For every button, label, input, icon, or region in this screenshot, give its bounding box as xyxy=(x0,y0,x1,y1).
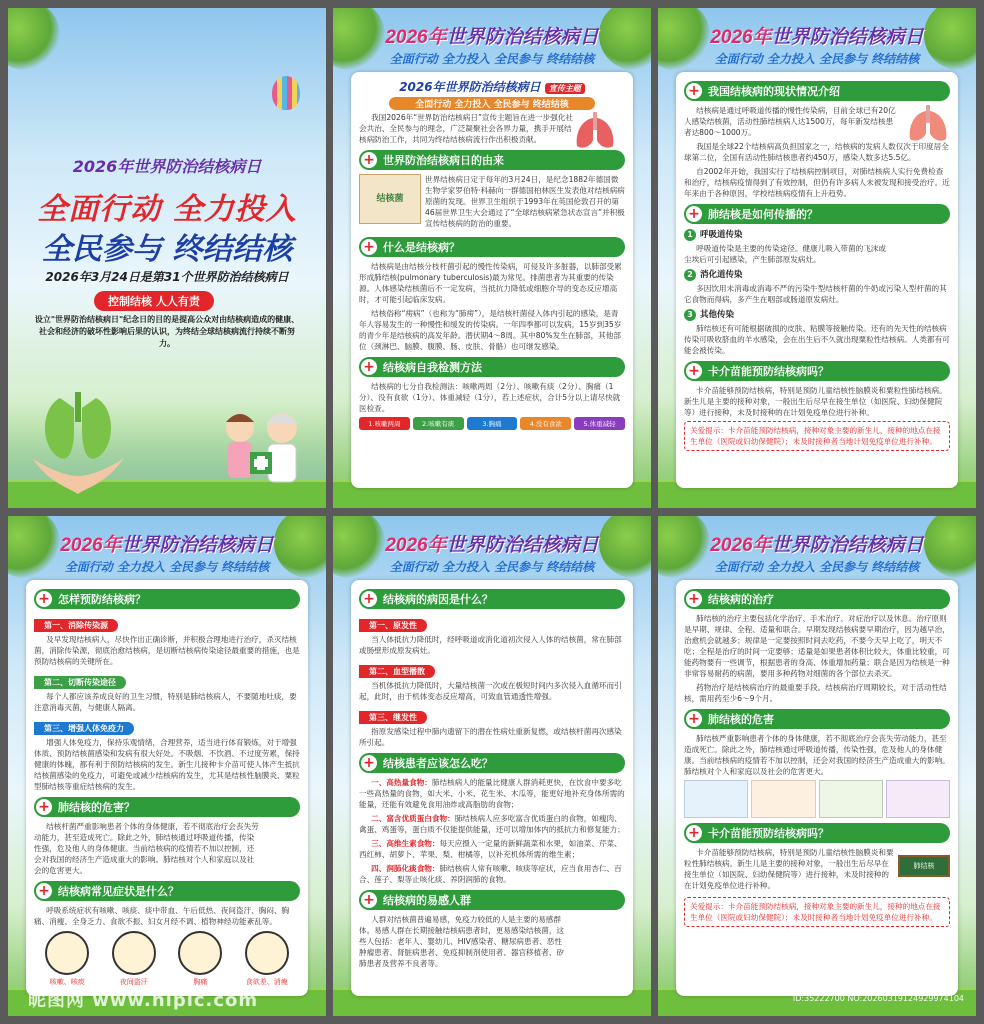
poster-title: 2026年世界防治结核病日 xyxy=(385,535,599,556)
route-title: 3 其他传染 xyxy=(684,308,950,321)
content-card xyxy=(676,72,958,488)
poster-slogan: 全面行动 全力投入 全民参与 终结结核 xyxy=(64,560,270,574)
status-text-3: 自2002年开始，我国实行了结核病控制项目，对肺结核病人实行免费检查和治疗，结核病疫情得到了有效控制，但仍有许多病人未被发现和接受治疗。近年来由于各种原因，学校结核病疫情有上升趋势。 xyxy=(684,167,950,198)
red-cross-icon: + xyxy=(36,883,52,899)
self-check-text: 结核病的七分自我检测法：咳嗽两周（2分）、咳嗽有痰（2分）、胸痛（1分）、没有食欲（1分）、体重减轻（1分），若上述症状，合计5分以上请尽快就医检查。 xyxy=(359,382,621,413)
symptom-chip: 3.胸痛 xyxy=(467,417,518,430)
cause-label: 第一、原发性 xyxy=(359,619,427,632)
poster-causes xyxy=(333,516,651,1016)
poster-cover xyxy=(8,8,326,508)
section-header: + 结核病的病因是什么？ xyxy=(359,589,625,609)
bcg-text: 卡介苗能够预防结核病，特别是预防儿童结核性脑膜炎和粟粒性肺结核病。新生儿是主要的接种对象，一般出生后尽早在接生单位（如医院、妇幼保健院等）进行接种，未及时接种的在计划免疫单位进行补种。 xyxy=(684,848,894,890)
section-header: + 怎样预防结核病？ xyxy=(34,589,300,609)
red-cross-icon: + xyxy=(686,83,702,99)
lungs-icon xyxy=(906,105,950,145)
route-title: 2 消化道传染 xyxy=(684,268,950,281)
care-tip: 关爱提示：卡介苗能预防结核病，接种对象主要的新生儿，接种的地点在接生单位（医院或妇幼保健院）；未及时接种者当地计划免疫单位进行补种。 xyxy=(684,897,950,927)
cover-intro: 设立"世界防治结核病日"纪念日的目的是提高公众对由结核病造成的健康、社会和经济的破坏性影响后果的认识，为终结全球结核病流行持续不断努力。 xyxy=(34,315,300,348)
bcg-text: 卡介苗能够预防结核病，特别是预防儿童结核性脑膜炎和粟粒性肺结核病。新生儿是主要的接种对象，一般出生后尽早在接生单位（如医院、妇幼保健院等）进行接种，未及时接种的在计划免疫单位进行补种。 xyxy=(684,386,947,417)
red-cross-icon: + xyxy=(361,239,377,255)
symptom-chip: 4.没有食欲 xyxy=(520,417,571,430)
step-label: 第三、增强人体免疫力 xyxy=(34,722,134,735)
section-header: + 结核病自我检测方法 xyxy=(359,357,625,377)
cough-icon: 咳嗽、咳痰 xyxy=(41,931,93,987)
status-text-2: 我国是全球22个结核病高负担国家之一，结核病的发病人数仅次于印度居全球第二位，全国有活动性肺结核患者约450万，感染人数多达5.5亿。 xyxy=(684,142,949,162)
red-cross-icon: + xyxy=(686,363,702,379)
section-header: + 肺结核是如何传播的？ xyxy=(684,204,950,224)
symptom-chip: 2.咳嗽有痰 xyxy=(413,417,464,430)
section-header: + 什么是结核病？ xyxy=(359,237,625,257)
poster-title: 2026年世界防治结核病日 xyxy=(385,27,599,48)
doctor-nurse-cartoon-icon xyxy=(214,398,314,498)
diet-item: 二、富含优质蛋白食物：肺结核病人应多吃富含优质蛋白的食物，如瘦肉、禽蛋、鸡蛋等，蛋白质不仅能提供能量，还可以增加体内的抵抗力和修复能力； xyxy=(359,814,625,834)
doctor-board-icon: 肺结核 xyxy=(898,847,950,894)
cause-label: 第三、继发性 xyxy=(359,711,427,724)
section-header: + 结核病的治疗 xyxy=(684,589,950,609)
illustration-icon xyxy=(886,780,950,818)
origin-text: 世界结核病日定于每年的3月24日，是纪念1882年德国微生物学家罗伯特·科赫向一群德国柏林医生发表他对结核病病原菌的发现。世界卫生组织于1993年在英国伦敦召开的第46届世界卫生大会通过了“全球结核病紧急状态宣言”并积极宣传结核病的防治的重要。 xyxy=(425,175,625,228)
book-illustration: 结核菌 xyxy=(359,174,421,224)
step-text: 每个人都应该养成良好的卫生习惯，特别是肺结核病人，不要随地吐痰，要注意消毒灭菌，与健康人隔离。 xyxy=(34,692,297,712)
red-cross-icon: + xyxy=(686,711,702,727)
red-cross-icon: + xyxy=(361,892,377,908)
poster-treatment xyxy=(658,516,976,1016)
content-card xyxy=(351,72,633,488)
cover-badge: 控制结核 人人有责 xyxy=(94,291,214,311)
poor-appetite-icon: 食欲差、消瘦 xyxy=(241,931,293,987)
diet-item: 一、高热量食物：肺结核病人的能量比健康人群消耗更快，在饮食中要多吃一些高热量的食物，如大米、小米、花生米、木瓜等，能更好地补充身体所需的能量，还能有效避免食用油炸或高脂肪的食物； xyxy=(359,778,625,809)
poster-intro xyxy=(333,8,651,508)
symptom-chip: 5.体重减轻 xyxy=(574,417,625,430)
poster-prevention xyxy=(8,516,326,1016)
illustration-icon xyxy=(684,780,748,818)
poster-title: 2026年世界防治结核病日 xyxy=(710,27,924,48)
red-cross-icon: + xyxy=(686,206,702,222)
watermark: 昵图网 www.nipic.com xyxy=(28,990,259,1011)
harm-text: 结核杆菌严重影响患者个体的身体健康，若不彻底治疗会丧失劳动能力，甚至造成死亡。除此之外，肺结核通过呼吸道传播，传染性强，危及他人的身体健康。当前结核病的疫情若不加以控制，还会对我国的经济生产造成重大的影响。肺结核对个人和家庭以及社会的危害更大。 xyxy=(34,822,259,875)
poster-slogan: 全面行动 全力投入 全民参与 终结结核 xyxy=(714,560,920,574)
red-cross-icon: + xyxy=(686,591,702,607)
lungs-icon xyxy=(573,112,617,152)
step-text: 及早发现结核病人，尽快作出正确诊断，并积极合理地进行治疗，杀灭结核菌，消除传染源，彻底治愈结核病，是切断结核病传染途径最重要的措施，也是预防结核病的关键所在。 xyxy=(34,635,300,666)
symptom-chips xyxy=(359,417,625,430)
section-header: + 肺结核的危害 xyxy=(684,709,950,729)
cover-line-1: 全面行动 全力投入 xyxy=(37,192,297,227)
route-title: 1 呼吸道传染 xyxy=(684,228,950,241)
red-cross-icon: + xyxy=(361,755,377,771)
content-card xyxy=(351,580,633,996)
section-header: + 结核患者应该怎么吃？ xyxy=(359,753,625,773)
inner-title: 2026年世界防治结核病日 宣传主题 xyxy=(359,78,625,95)
cause-label: 第二、血型播散 xyxy=(359,665,435,678)
poster-slogan: 全面行动 全力投入 全民参与 终结结核 xyxy=(389,52,595,66)
treatment-text: 药物治疗是结核病治疗的最重要手段。结核病治疗周期较长，对于活动性结核，需用药至少6～9个月。 xyxy=(684,683,947,703)
status-text-1: 结核病是通过呼吸道传播的慢性传染病，目前全球已有20亿人感染结核菌，活动性肺结核病人达1500万，每年新发结核患者达800～1000万。 xyxy=(684,106,896,137)
route-text: 肺结核还有可能根据破损的皮肤、粘膜等接触传染。还有的先天性的结核病传染可吸收脐血的羊水感染，会在出生后不久就出现粟粒性结核病。人类都有可能会被传染。 xyxy=(684,324,950,355)
poster-status xyxy=(658,8,976,508)
red-cross-icon: + xyxy=(361,359,377,375)
definition-text-2: 结核俗称“痨病”（也称为“肺痨”），是结核杆菌侵入体内引起的感染，是青年人容易发生的一种慢性和缓发的传染病。一年四季都可以发病，15岁到35岁的青少年是结核病的高发年龄。潜伏期4～8周。其中80%发生在肺部，其他部位（颈淋巴、脑膜、腹膜、肠、皮肤、骨骼）也可继发感染。 xyxy=(359,309,622,351)
inner-slogan: 全面行动 全力投入 全民参与 终结结核 xyxy=(389,97,595,110)
section-header: + 卡介苗能预防结核病吗？ xyxy=(684,361,950,381)
definition-text-1: 结核病是由结核分枝杆菌引起的慢性传染病，可侵及许多脏器，以肺部受累形成肺结核(pulmonary tuberculosis)最为常见。排菌患者为其重要的传染源。人体感染结核菌后不一定发病，当抵抗力降低或细胞介导的变态反应增高时，才可能引起临床发病。 xyxy=(359,262,622,304)
poster-slogan: 全面行动 全力投入 全民参与 终结结核 xyxy=(714,52,920,66)
care-tip: 关爱提示：卡介苗能预防结核病，接种对象主要的新生儿，接种的地点在接生单位（医院或妇幼保健院）；未及时接种者当地计划免疫单位进行补种。 xyxy=(684,421,950,451)
illustration-icon xyxy=(751,780,815,818)
step-text: 增强人体免疫力，保持乐观情绪，合理营养，适当进行体育锻炼，对于增强体质、预防结核菌感染和发病有很大好处。不吸烟、不饮酒、不过度劳累，保持健康的体魄，都有利于预防结核病的发生。新生儿接种卡介苗可使人体产生抵抗结核菌感染的免疫力，可避免或减少结核病的发生，尤其是结核性脑膜炎、粟粒型肺结核等重症结核病的发生。 xyxy=(34,738,300,791)
cover-line-2: 全民参与 终结结核 xyxy=(41,232,293,267)
step-label: 第一、消除传染源 xyxy=(34,619,118,632)
content-card xyxy=(676,580,958,996)
step-label: 第二、切断传染途径 xyxy=(34,676,126,689)
hot-air-balloon-icon xyxy=(272,76,300,110)
chest-pain-icon: 胸痛 xyxy=(174,931,226,987)
red-cross-icon: + xyxy=(686,825,702,841)
cause-text: 当机体抵抗力降低时，大量结核菌一次或在极短时间内多次侵入血循环而引起，此时，由于机体变态反应增高，可致血管通透性增强。 xyxy=(359,681,622,701)
leaves-decoration xyxy=(8,8,60,70)
treatment-text: 肺结核的治疗主要包括化学治疗、手术治疗、对症治疗以及休息。治疗原则是早期、规律、全程、适量和联合。早期发现结核病要早期治疗，因为越早治，治愈机会就越多；规律是一定要按照时间去吃药，不要今天早上吃了，明天不吃；全程是治疗的时间一定要够；适量是如果患者体积比较大，体重比较重，可能药物要有一些调节，根据患者的身高、体重增加药量；联合是因为结核是一种非常容易耐药的病菌，要用多种药物对细菌的各个部位去杀灭。 xyxy=(684,614,950,678)
red-cross-icon: + xyxy=(361,591,377,607)
intro-text: 我国2026年“世界防治结核病日”宣传主题旨在进一步强化社会共治、全民参与的理念，广泛凝聚社会各界力量，携手开展结核病防治工作，共同为终结结核病流行作出积极贡献。 xyxy=(359,113,574,144)
poster-title: 2026年世界防治结核病日 xyxy=(710,535,924,556)
diet-item: 三、高维生素食物：每天应摄入一定量的新鲜蔬菜和水果，如油菜、芹菜、西红柿、胡萝卜、苹果、梨、柑橘等，以补充机体所需的维生素； xyxy=(359,839,622,859)
poster-title: 2026年世界防治结核病日 xyxy=(60,535,274,556)
section-header: + 结核病的易感人群 xyxy=(359,890,625,910)
red-cross-icon: + xyxy=(36,799,52,815)
night-sweat-icon: 夜间盗汗 xyxy=(108,931,160,987)
diet-item: 四、润肺化痰食物：肺结核病人常有咳嗽、咳痰等症状，应当食用杏仁、百合、莲子、梨等止咳化痰、养阴润肺的食物。 xyxy=(359,864,622,884)
harm-text: 肺结核严重影响患者个体的身体健康，若不彻底治疗会丧失劳动能力，甚至造成死亡。除此之外，肺结核通过呼吸道传播，传染性强，危及他人的身体健康。当前结核病的疫情若不加以控制，还会对我国的经济生产造成重大的影响。肺结核对个人和家庭以及社会的危害更大。 xyxy=(684,734,950,776)
illustration-strip xyxy=(684,780,950,818)
symptom-text: 呼吸系统症状有咳嗽、咳痰、痰中带血、午后低热、夜间盗汗、胸闷、胸痛、消瘦、全身乏力、食欲不振、妇女月经不调、植物神经功能紊乱等。 xyxy=(34,906,290,926)
cause-text: 当人体抵抗力降低时，经呼吸道或消化道初次侵入人体的结核菌，常在肺部或肠壁形成原发病灶。 xyxy=(359,635,622,655)
section-header: + 世界防治结核病日的由来 xyxy=(359,150,625,170)
symptom-chip: 1.咳嗽两周 xyxy=(359,417,410,430)
section-header: + 卡介苗能预防结核病吗？ xyxy=(684,823,950,843)
cover-date: 2026年3月24日是第31个世界防治结核病日 xyxy=(45,270,289,284)
illustration-icon xyxy=(819,780,883,818)
cause-text: 指原发感染过程中肺内遗留下的潜在性病灶重新复燃，或结核杆菌再次感染所引起。 xyxy=(359,727,622,747)
route-text: 多因饮用未消毒或消毒不严的污染牛型结核杆菌的牛奶或污染人型杆菌的其它食物而得病，多产生在咽部或肠道原发病灶。 xyxy=(684,284,947,304)
red-cross-icon: + xyxy=(36,591,52,607)
hands-holding-lungs-icon xyxy=(30,388,126,498)
red-cross-icon: + xyxy=(361,152,377,168)
poster-slogan: 全面行动 全力投入 全民参与 终结结核 xyxy=(389,560,595,574)
image-id: ID:35222700 NO:20260319124929974104 xyxy=(792,994,964,1003)
susceptible-text: 人群对结核菌普遍易感，免疫力较低的人是主要的易感群体。易感人群在长期接触结核病患者时，更易感染结核菌，这些人包括：老年人、婴幼儿、HIV感染者、糖尿病患者、恶性肿瘤患者、肾脏病患者、免疫抑制剂使用者、器官移植者、矽肺患者及营养不良者等。 xyxy=(359,915,565,968)
route-text: 呼吸道传染是主要的传染途径。健康儿吸入带菌的飞沫或尘埃后可引起感染，产生肺部原发病灶。 xyxy=(684,244,886,264)
section-header: + 肺结核的危害？ xyxy=(34,797,300,817)
cover-title: 2026年世界防治结核病日 xyxy=(72,157,262,176)
content-card xyxy=(26,580,308,996)
symptom-icons xyxy=(34,931,300,987)
section-header: + 我国结核病的现状情况介绍 xyxy=(684,81,950,101)
section-header: + 结核病常见症状是什么？ xyxy=(34,881,300,901)
